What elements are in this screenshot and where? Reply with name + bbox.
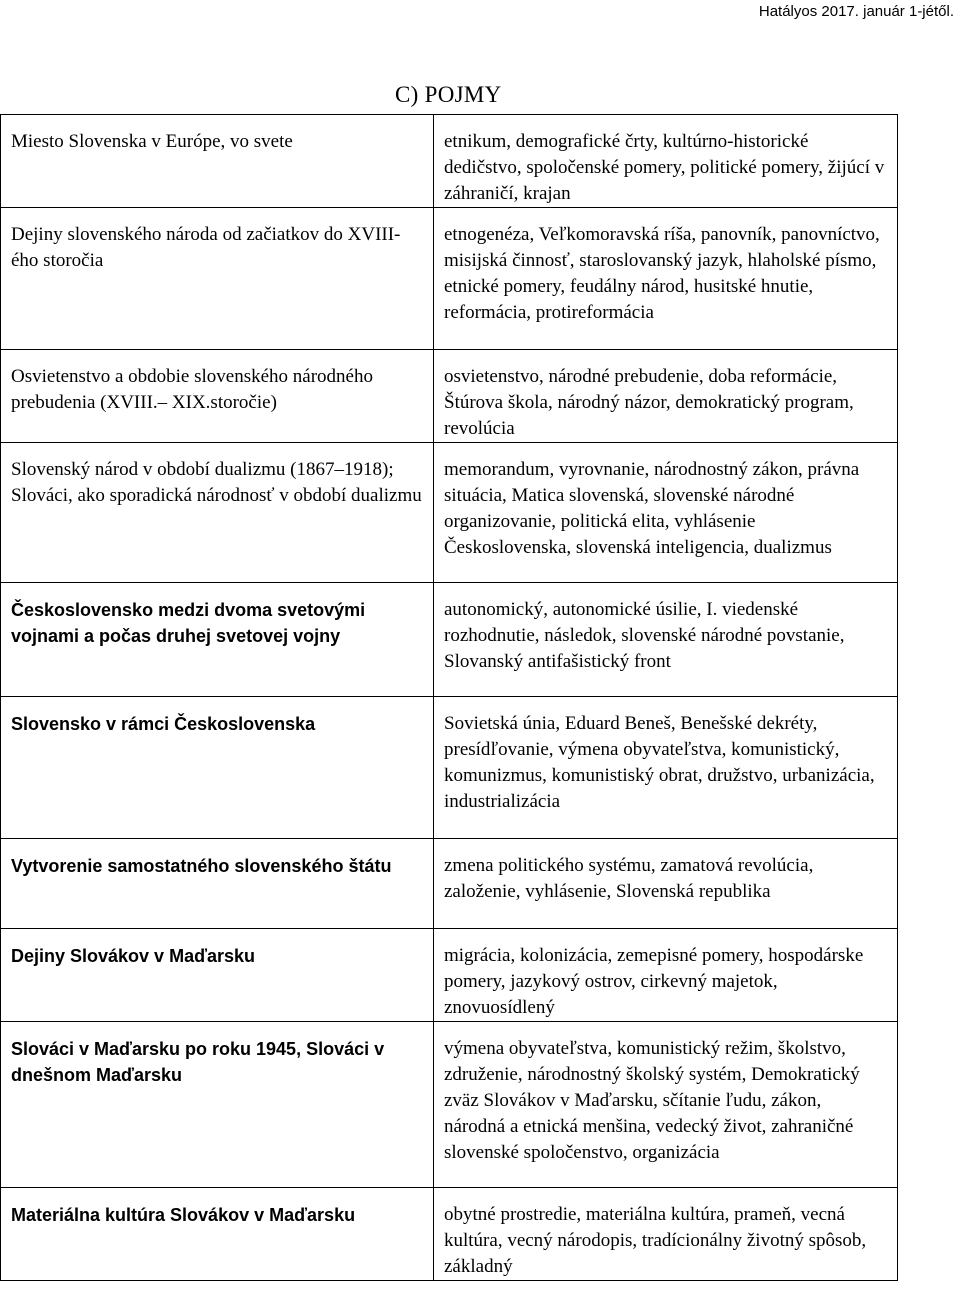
topic-cell — [1, 1022, 434, 1188]
topic-cell — [1, 583, 434, 697]
topic-cell — [1, 443, 434, 583]
topic-text: Slovensko v rámci Československa — [11, 714, 316, 734]
topic-text: Dejiny slovenského národa od začiatkov do XVIII-ého storočia — [11, 224, 401, 271]
topic-text: Vytvorenie samostatného slovenského štátu — [11, 856, 392, 876]
topic-cell — [1, 929, 434, 1022]
terms-text: etnogenéza, Veľkomoravská ríša, panovník, panovníctvo, misijská činnosť, staroslovanský jazyk, hlaholské písmo, etnické pomery, feudálny národ, husitské hnutie, reformácia, protireformácia — [444, 224, 880, 323]
terms-cell — [434, 115, 898, 208]
table-row — [1, 208, 898, 350]
terms-text: výmena obyvateľstva, komunistický režim, školstvo, združenie, národnostný školský systém, Demokratický zväz Slovákov v Maďarsku, sčítanie ľudu, zákon, národná a etnická menšina, vedecký život, zahraničné slovenské spoločenstvo, organizácia — [444, 1038, 860, 1163]
topic-text: Slováci v Maďarsku po roku 1945, Slováci v dnešnom Maďarsku — [11, 1039, 385, 1085]
terms-cell — [434, 929, 898, 1022]
table-row — [1, 1022, 898, 1188]
topic-text: Osvietenstvo a obdobie slovenského národného prebudenia (XVIII.– XIX.storočie) — [11, 366, 373, 413]
topic-text: Materiálna kultúra Slovákov v Maďarsku — [11, 1205, 356, 1225]
topic-cell — [1, 1188, 434, 1281]
terms-text: memorandum, vyrovnanie, národnostný zákon, právna situácia, Matica slovenská, slovenské národné organizovanie, politická elita, vyhlásenie Československa, slovenská inteligencia, dualizmus — [444, 459, 860, 558]
topic-cell — [1, 697, 434, 839]
topic-text: Slovenský národ v období dualizmu (1867–1918); Slováci, ako sporadická národnosť v období dualizmu — [11, 459, 422, 506]
terms-text: migrácia, kolonizácia, zemepisné pomery, hospodárske pomery, jazykový ostrov, cirkevný majetok, znovuosídlený — [444, 945, 864, 1018]
terms-cell — [434, 697, 898, 839]
table-row — [1, 1188, 898, 1281]
topic-cell — [1, 208, 434, 350]
topic-text: Československo medzi dvoma svetovými vojnami a počas druhej svetovej vojny — [11, 600, 366, 646]
terms-cell — [434, 350, 898, 443]
terms-text: obytné prostredie, materiálna kultúra, prameň, vecná kultúra, vecný národopis, tradícionálny životný spôsob, základný — [444, 1204, 867, 1277]
concepts-table — [0, 114, 898, 1281]
table-row — [1, 350, 898, 443]
topic-cell — [1, 350, 434, 443]
terms-text: zmena politického systému, zamatová revolúcia, založenie, vyhlásenie, Slovenská republika — [444, 855, 814, 902]
validity-note: Hatályos 2017. január 1-jétől. — [758, 3, 954, 20]
table-row — [1, 583, 898, 697]
table-row — [1, 929, 898, 1022]
table-row — [1, 839, 898, 929]
terms-cell — [434, 839, 898, 929]
topic-cell — [1, 839, 434, 929]
topic-text: Dejiny Slovákov v Maďarsku — [11, 946, 256, 966]
topic-text: Miesto Slovenska v Európe, vo svete — [11, 131, 293, 152]
terms-text: autonomický, autonomické úsilie, I. viedenské rozhodnutie, následok, slovenské národné povstanie, Slovanský antifašistický front — [444, 599, 845, 672]
table-row — [1, 697, 898, 839]
table-row — [1, 443, 898, 583]
terms-cell — [434, 1022, 898, 1188]
terms-text: osvietenstvo, národné prebudenie, doba reformácie, Štúrova škola, národný názor, demokratický program, revolúcia — [444, 366, 854, 439]
terms-cell — [434, 208, 898, 350]
terms-cell — [434, 443, 898, 583]
topic-cell — [1, 115, 434, 208]
section-title: C) POJMY — [395, 82, 502, 107]
terms-cell — [434, 1188, 898, 1281]
terms-cell — [434, 583, 898, 697]
terms-text: Sovietská únia, Eduard Beneš, Benešské dekréty, presídľovanie, výmena obyvateľstva, komunistický, komunizmus, komunistiský obrat, družstvo, urbanizácia, industrializácia — [444, 713, 875, 812]
table-row — [1, 115, 898, 208]
terms-text: etnikum, demografické črty, kultúrno-historické dedičstvo, spoločenské pomery, politické pomery, žijúcí v záhraničí, krajan — [444, 131, 885, 204]
